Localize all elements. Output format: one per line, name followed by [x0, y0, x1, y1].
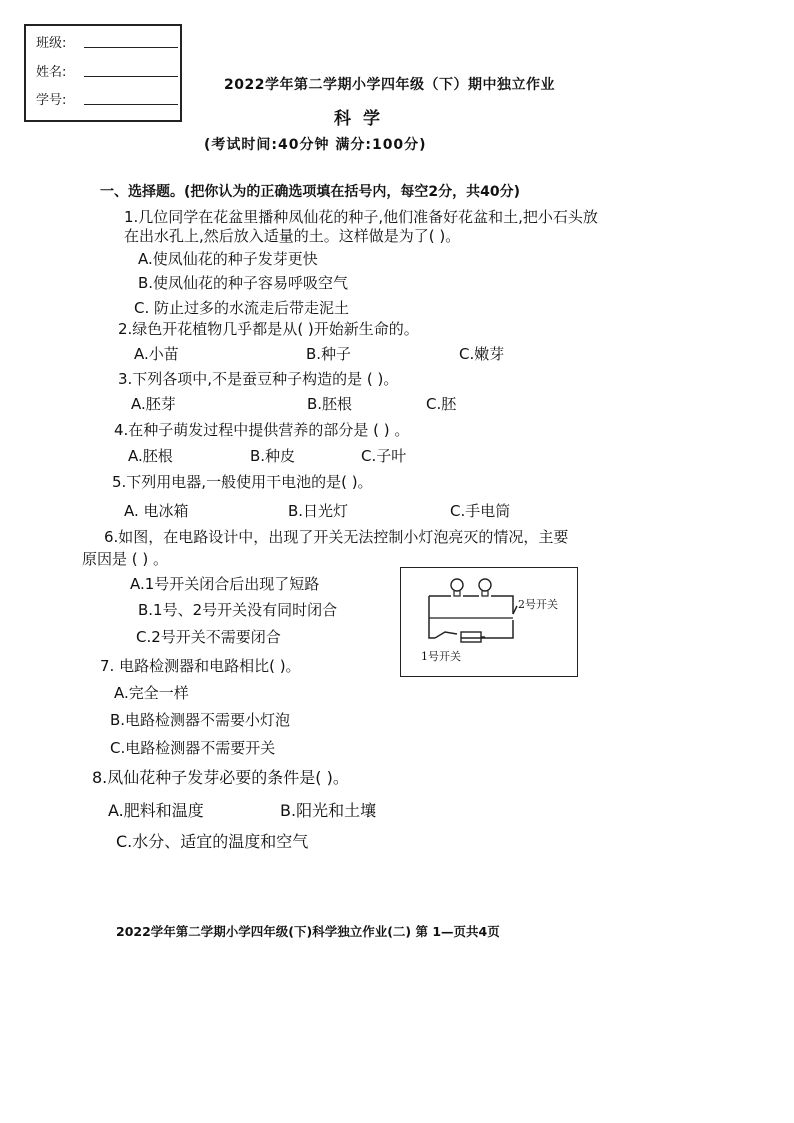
battery-icon [461, 632, 481, 642]
name-blank[interactable] [84, 76, 178, 77]
q8-option-c[interactable]: C.水分、适宜的温度和空气 [116, 832, 309, 851]
q4-option-b[interactable]: B.种皮 [250, 447, 296, 465]
exam-title: 2022学年第二学期小学四年级（下）期中独立作业 [224, 77, 555, 93]
section-heading: 一、选择题。(把你认为的正确选项填在括号内，每空2分，共40分) [100, 184, 521, 200]
q6-option-b[interactable]: B.1号、2号开关没有同时闭合 [138, 601, 338, 619]
class-row [36, 32, 66, 51]
circuit-figure [400, 567, 578, 677]
q1-stem-line2: 在出水孔上,然后放入适量的土。这样做是为了( )。 [124, 227, 461, 245]
q1-option-a[interactable]: A.使凤仙花的种子发芽更快 [138, 250, 318, 268]
q2-option-c[interactable]: C.嫩芽 [459, 345, 505, 363]
id-row [36, 89, 66, 108]
q4-option-a[interactable]: A.胚根 [128, 447, 173, 465]
student-info-box [24, 24, 182, 122]
class-blank[interactable] [84, 47, 178, 48]
q2-stem: 2.绿色开花植物几乎都是从( )开始新生命的。 [118, 320, 419, 338]
q6-option-a[interactable]: A.1号开关闭合后出现了短路 [130, 575, 320, 593]
bulb-1-icon [451, 579, 463, 591]
q1-option-c[interactable]: C. 防止过多的水流走后带走泥土 [134, 299, 350, 317]
q3-stem: 3.下列各项中,不是蚕豆种子构造的是 ( )。 [118, 370, 399, 388]
q4-stem: 4.在种子萌发过程中提供营养的部分是 ( ) 。 [114, 421, 410, 439]
q7-stem: 7. 电路检测器和电路相比( )。 [100, 657, 301, 675]
class-label: 班级: [36, 36, 67, 51]
q5-option-c[interactable]: C.手电筒 [450, 502, 511, 520]
q5-stem: 5.下列用电器,一般使用干电池的是( )。 [112, 473, 373, 491]
q2-option-a[interactable]: A.小苗 [134, 345, 179, 363]
bulb-2-icon [479, 579, 491, 591]
q8-stem: 8.凤仙花种子发芽必要的条件是( )。 [92, 768, 349, 787]
switch-1-icon [435, 632, 457, 638]
q1-option-b[interactable]: B.使凤仙花的种子容易呼吸空气 [138, 274, 349, 292]
q7-option-a[interactable]: A.完全一样 [114, 684, 189, 702]
id-label: 学号: [36, 93, 67, 108]
switch-1-label: 1号开关 [421, 650, 461, 663]
q6-option-c[interactable]: C.2号开关不需要闭合 [136, 628, 281, 646]
id-blank[interactable] [84, 104, 178, 105]
q6-stem-line1: 6.如图，在电路设计中，出现了开关无法控制小灯泡亮灭的情况，主要 [104, 528, 569, 546]
subject-title: 科学 [334, 109, 392, 129]
name-label: 姓名: [36, 65, 67, 80]
exam-info: (考试时间:40分钟 满分:100分) [204, 137, 427, 153]
q8-option-b[interactable]: B.阳光和土壤 [280, 801, 377, 820]
q3-option-a[interactable]: A.胚芽 [131, 395, 176, 413]
q5-option-a[interactable]: A. 电冰箱 [124, 502, 189, 520]
page-footer: 2022学年第二学期小学四年级(下)科学独立作业(二) 第 1—页共4页 [116, 924, 500, 939]
q5-option-b[interactable]: B.日光灯 [288, 502, 349, 520]
q7-option-b[interactable]: B.电路检测器不需要小灯泡 [110, 711, 291, 729]
q8-option-a[interactable]: A.肥料和温度 [108, 801, 204, 820]
q2-option-b[interactable]: B.种子 [306, 345, 352, 363]
q3-option-c[interactable]: C.胚 [426, 395, 457, 413]
name-row [36, 61, 66, 80]
switch-2-label: 2号开关 [518, 598, 558, 611]
q6-stem-line2: 原因是 ( ) 。 [82, 550, 169, 568]
q3-option-b[interactable]: B.胚根 [307, 395, 353, 413]
q7-option-c[interactable]: C.电路检测器不需要开关 [110, 739, 276, 757]
q1-stem-line1: 1.几位同学在花盆里播种凤仙花的种子,他们准备好花盆和土,把小石头放 [124, 208, 598, 226]
q4-option-c[interactable]: C.子叶 [361, 447, 407, 465]
